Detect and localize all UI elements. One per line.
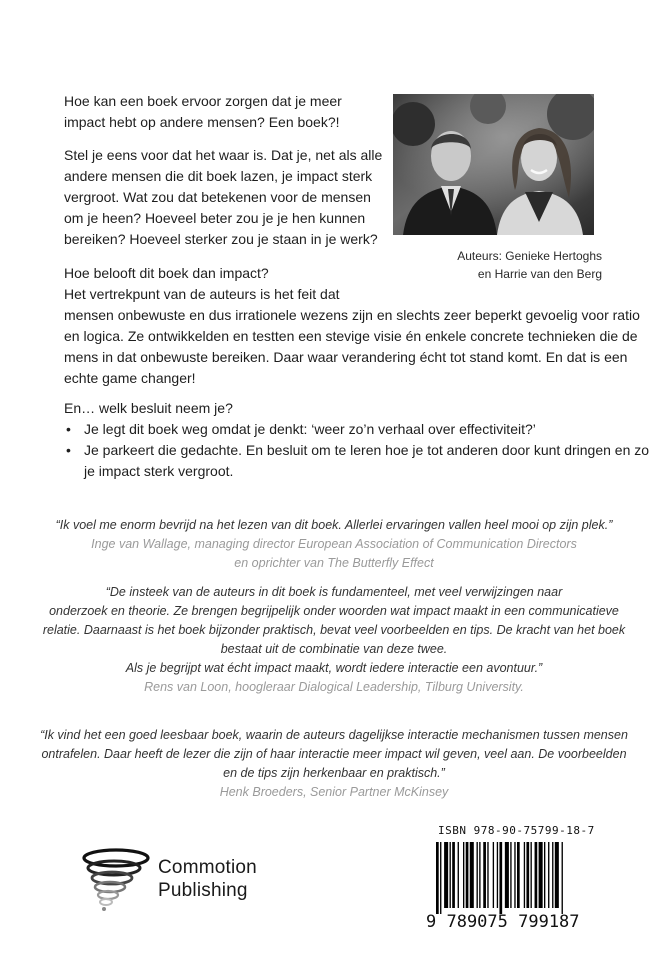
imagine-line: bereiken? Hoeveel sterker zou je staan in je werk? [64, 231, 378, 247]
quote-attribution: Inge van Wallage, managing director European Association of Communication Directors [91, 537, 577, 551]
promise-line: en logica. Ze ontwikkelden en testten een stevige visie én enkele concrete technieken die de [64, 328, 638, 344]
barcode-bar [466, 842, 469, 908]
barcode-bar [436, 842, 439, 914]
quote-line: onderzoek en theorie. Ze brengen begrijpelijk onder woorden wat impact maakt in een communicatieve [49, 604, 619, 618]
promise-line: echte game changer! [64, 370, 196, 386]
barcode-bar [517, 842, 520, 908]
barcode-bar [562, 842, 563, 914]
quote-attribution: en oprichter van The Butterfly Effect [234, 556, 434, 570]
barcode-bar [450, 842, 451, 908]
quote-line: Als je begrijpt wat écht impact maakt, wordt iedere interactie een avontuur.” [125, 661, 543, 675]
barcode-digits: 9 789075 799187 [426, 912, 580, 932]
bullet-text: je impact sterk vergroot. [84, 463, 234, 479]
decision-section [64, 398, 649, 482]
promise-line: mens in dat onbewuste bereiken. Daar waar verandering écht tot stand komt. En dat is een [64, 349, 628, 365]
bullet-item [64, 419, 649, 440]
quote-attribution: Rens van Loon, hoogleraar Dialogical Leadership, Tilburg University. [144, 680, 524, 694]
testimonial-quote [40, 516, 628, 573]
quote-line: “De insteek van de auteurs in dit boek is fundamenteel, met veel verwijzingen naar [105, 585, 563, 599]
quote-line: bestaat uit de combinatie van deze twee. [220, 642, 448, 656]
caption-line: en Harrie van den Berg [477, 267, 602, 281]
spiral-logo-icon [80, 848, 152, 914]
quote-line: “Ik voel me enorm bevrijd na het lezen van dit boek. Allerlei ervaringen vallen heel mooi op zijn plek.” [55, 518, 613, 532]
promise-line: mensen onbewuste en dus irrationele wezens zijn en slechts zeer beperkt gevoelig voor ratio [64, 307, 640, 323]
barcode-bar [487, 842, 488, 908]
publisher-name-line: Publishing [158, 880, 248, 901]
barcode-bar [470, 842, 474, 908]
barcode-bar [514, 842, 515, 908]
barcode-bar [544, 842, 545, 908]
decision-heading: En… welk besluit neem je? [64, 400, 233, 416]
barcode-bar [531, 842, 532, 908]
bullet-text: Je parkeert die gedachte. En besluit om te leren hoe je tot anderen door kunt dringen en zo [84, 442, 650, 458]
barcode-bar [493, 842, 494, 908]
quote-line: “Ik vind het een goed leesbaar boek, waarin de auteurs dagelijkse interactie mechanismen tussen mensen [40, 728, 628, 742]
barcode [426, 842, 616, 914]
barcode-bar [440, 842, 441, 914]
quote-line: relatie. Daarnaast is het boek bijzonder praktisch, bevat veel voorbeelden en tips. De kracht van het boek [42, 623, 626, 637]
testimonial-quote [40, 583, 628, 697]
bullet-item [64, 440, 649, 482]
testimonial-quote [40, 726, 628, 802]
imagine-line: om je heen? Hoeveel beter zou je je hen kunnen [64, 210, 366, 226]
bullet-icon: • [66, 421, 71, 437]
barcode-bar [499, 842, 502, 914]
intro-paragraph [64, 91, 342, 133]
barcode-bar [555, 842, 559, 908]
barcode-bar [535, 842, 538, 908]
quote-line: en de tips zijn herkenbaar en praktisch.” [223, 766, 445, 780]
barcode-bar [552, 842, 553, 908]
promise-paragraph [64, 263, 640, 389]
imagine-line: andere mensen die dit boek lazen, je impact sterk [64, 168, 373, 184]
bullet-text: Je legt dit boek weg omdat je denkt: ‘weer zo’n verhaal over effectiviteit?’ [84, 421, 536, 437]
promise-line: Hoe belooft dit boek dan impact? [64, 265, 269, 281]
barcode-bar [505, 842, 509, 908]
barcode-bar [497, 842, 498, 908]
barcode-bar [477, 842, 478, 908]
imagine-line: Stel je eens voor dat het waar is. Dat je, net als alle [64, 147, 383, 163]
barcode-bar [458, 842, 459, 908]
barcode-bar [526, 842, 529, 908]
caption-line: Auteurs: Genieke Hertoghs [457, 249, 602, 263]
barcode-bar [463, 842, 464, 908]
bullet-icon: • [66, 442, 71, 458]
publisher-name [158, 856, 257, 902]
barcode-bar [548, 842, 549, 908]
barcode-bar [539, 842, 543, 908]
barcode-bar [444, 842, 448, 908]
imagine-line: vergroot. Wat zou dat betekenen voor de mensen [64, 189, 371, 205]
intro-line: impact hebt op andere mensen? Een boek?! [64, 114, 340, 130]
barcode-bar [452, 842, 455, 908]
barcode-bar [483, 842, 486, 908]
promise-line: Het vertrekpunt van de auteurs is het feit dat [64, 286, 340, 302]
quote-attribution: Henk Broeders, Senior Partner McKinsey [219, 785, 449, 799]
quote-line: ontrafelen. Daar heeft de lezer die zijn of haar interactie meer impact wil geven, veel aan. De voorbeelden [41, 747, 627, 761]
author-photo [393, 94, 594, 235]
intro-line: Hoe kan een boek ervoor zorgen dat je meer [64, 93, 342, 109]
barcode-bar [524, 842, 525, 908]
isbn-label: ISBN 978-90-75799-18-7 [438, 824, 595, 837]
barcode-bar [479, 842, 480, 908]
publisher-name-line: Commotion [158, 857, 257, 878]
imagine-paragraph [64, 145, 382, 250]
barcode-bar [510, 842, 511, 908]
